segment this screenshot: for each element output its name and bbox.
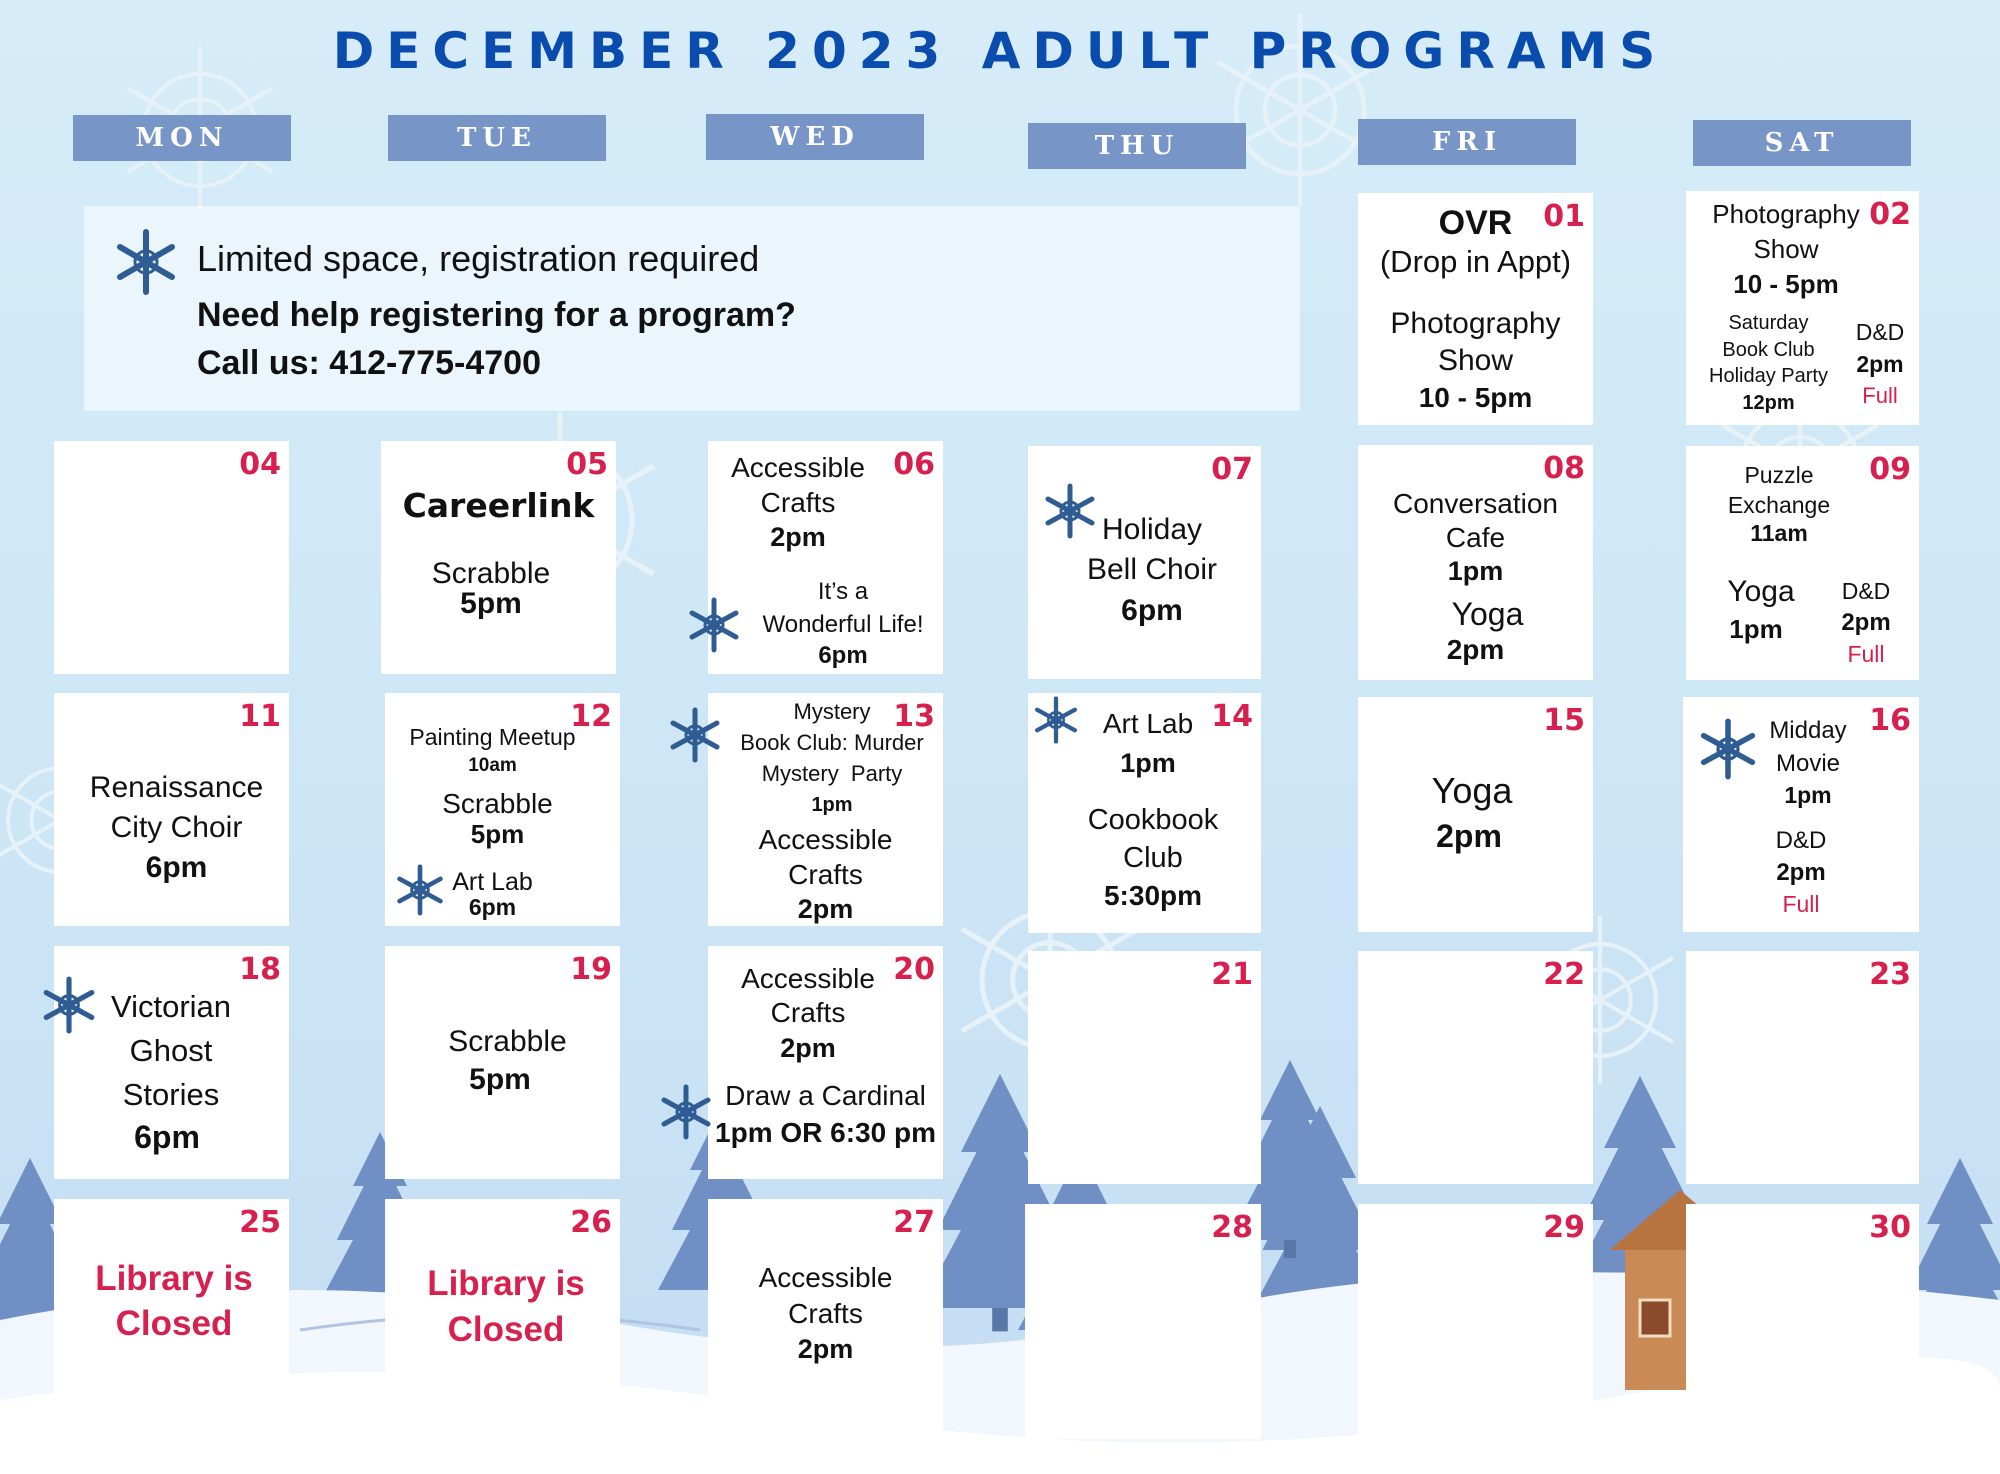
day-cell-29	[1358, 1204, 1593, 1439]
snowflake-icon	[1042, 483, 1098, 539]
event-title: Holiday	[1101, 513, 1203, 546]
event-title: Scrabble	[448, 1025, 567, 1058]
day-header-thu: THU	[1028, 123, 1246, 169]
event-title: Crafts	[760, 487, 836, 518]
event-title: Victorian	[110, 989, 232, 1024]
day-cell-21	[1028, 951, 1261, 1184]
event-title: D&D	[1775, 827, 1827, 854]
closed-notice: Closed	[115, 1304, 233, 1343]
event-title: Mystery Party	[761, 761, 903, 786]
snowflake-icon	[1697, 718, 1759, 780]
date-number: 19	[570, 952, 612, 987]
day-cell-11	[54, 693, 289, 926]
event-title: Photography	[1712, 199, 1860, 229]
event-time: 2pm	[1436, 818, 1502, 854]
event-time: 12pm	[1742, 392, 1795, 414]
event-title: Puzzle	[1744, 462, 1814, 488]
day-cell-02	[1686, 191, 1919, 425]
day-cell-09	[1686, 446, 1919, 680]
day-cell-05	[381, 441, 616, 674]
date-number: 21	[1211, 957, 1253, 992]
event-time: 5pm	[469, 1063, 531, 1096]
day-cell-20	[708, 946, 943, 1179]
event-title: Yoga	[1431, 770, 1513, 811]
date-number: 15	[1543, 703, 1585, 738]
event-title: Book Club: Murder	[740, 730, 924, 755]
event-title: Cafe	[1445, 522, 1506, 553]
date-number: 05	[566, 447, 608, 482]
day-header-fri: FRI	[1358, 119, 1576, 165]
event-time: 6pm	[145, 851, 208, 884]
event-title: Ghost	[129, 1033, 213, 1068]
event-ovr-subtitle: (Drop in Appt)	[1379, 244, 1572, 279]
date-number: 06	[893, 447, 935, 482]
event-time: 2pm	[1776, 859, 1826, 886]
date-number: 12	[570, 699, 612, 734]
event-title: Exchange	[1727, 492, 1831, 518]
event-title: Crafts	[788, 859, 863, 890]
event-title: Movie	[1775, 750, 1841, 777]
event-title: It’s a	[817, 578, 869, 605]
notice-help-question: Need help registering for a program?	[197, 296, 796, 334]
day-cell-22	[1358, 951, 1593, 1184]
registration-notice	[84, 206, 1300, 411]
event-time: 1pm	[1447, 556, 1504, 586]
event-title: Renaissance	[89, 771, 264, 804]
event-title: Yoga	[1451, 596, 1524, 632]
event-time: 10am	[468, 755, 517, 776]
event-title: Holiday Party	[1709, 365, 1828, 387]
date-number: 27	[893, 1205, 935, 1240]
full-status: Full	[1782, 891, 1820, 917]
event-time: 6pm	[1121, 594, 1183, 627]
event-title: Accessible	[741, 963, 875, 994]
closed-notice: Library is	[95, 1259, 253, 1298]
day-cell-06	[708, 441, 943, 674]
date-number: 29	[1543, 1210, 1585, 1245]
event-title: Saturday	[1728, 312, 1809, 334]
event-time: 5:30pm	[1103, 880, 1203, 911]
day-header-tue: TUE	[388, 115, 606, 161]
day-cell-08	[1358, 445, 1593, 680]
event-title: Draw a Cardinal	[725, 1080, 926, 1111]
event-time: 2pm	[1446, 634, 1505, 665]
event-title: Yoga	[1727, 575, 1795, 608]
event-title: Club	[1123, 842, 1183, 874]
day-cell-27	[708, 1199, 943, 1432]
event-title: Show	[1437, 344, 1514, 377]
event-time: 10 - 5pm	[1418, 382, 1533, 413]
full-status: Full	[1847, 641, 1885, 667]
date-number: 30	[1869, 1210, 1911, 1245]
notice-limited-space: Limited space, registration required	[197, 238, 760, 279]
event-time: 2pm	[780, 1033, 836, 1063]
event-time: 2pm	[797, 894, 854, 924]
day-cell-15	[1358, 697, 1593, 932]
event-title: Accessible	[731, 452, 865, 483]
event-time: 6pm	[468, 894, 517, 920]
event-title: Scrabble	[442, 788, 553, 819]
snowflake-icon	[667, 707, 723, 763]
date-number: 01	[1543, 199, 1585, 234]
event-title: D&D	[1855, 319, 1905, 345]
snowflake-icon	[1032, 696, 1080, 744]
event-time: 11am	[1750, 520, 1808, 546]
date-number: 08	[1543, 451, 1585, 486]
date-number: 09	[1869, 452, 1911, 487]
event-time: 5pm	[470, 819, 525, 849]
day-cell-13	[708, 693, 943, 926]
event-title: Bell Choir	[1086, 553, 1218, 586]
event-time: 1pm	[1120, 748, 1176, 778]
snowflake-icon	[686, 597, 742, 653]
event-time: 10 - 5pm	[1733, 269, 1839, 299]
event-title: Accessible	[758, 1262, 893, 1293]
event-time: 1pm OR 6:30 pm	[715, 1117, 936, 1148]
day-cell-23	[1686, 951, 1919, 1184]
date-number: 14	[1211, 699, 1253, 734]
event-time: 6pm	[818, 642, 868, 669]
event-title: Stories	[122, 1077, 220, 1112]
event-time: 2pm	[1856, 351, 1904, 377]
event-time: 1pm	[1784, 782, 1832, 808]
date-number: 18	[239, 952, 281, 987]
event-title: Photography	[1390, 307, 1561, 340]
event-ovr: OVR	[1438, 204, 1513, 242]
event-title: Crafts	[770, 997, 846, 1028]
snowflake-icon	[658, 1084, 714, 1140]
date-number: 22	[1543, 957, 1585, 992]
closed-notice: Closed	[447, 1310, 565, 1349]
date-number: 13	[893, 699, 935, 734]
day-cell-01	[1358, 193, 1593, 425]
event-title: Cookbook	[1087, 804, 1219, 836]
event-title: Art Lab	[452, 868, 533, 896]
full-status: Full	[1862, 383, 1898, 408]
day-cell-30	[1686, 1204, 1919, 1439]
date-number: 16	[1869, 703, 1911, 738]
event-time: 5pm	[460, 587, 522, 620]
event-time: 6pm	[134, 1119, 200, 1155]
event-title: Conversation	[1393, 488, 1558, 519]
date-number: 07	[1211, 452, 1253, 487]
closed-notice: Library is	[427, 1264, 585, 1303]
date-number: 28	[1211, 1210, 1253, 1245]
event-title: Art Lab	[1102, 708, 1194, 739]
date-number: 04	[239, 447, 281, 482]
snowflake-icon	[394, 864, 446, 916]
event-careerlink: Careerlink	[402, 486, 595, 525]
date-number: 23	[1869, 957, 1911, 992]
day-cell-07	[1028, 446, 1261, 679]
date-number: 11	[239, 699, 281, 734]
event-time: 2pm	[797, 1334, 854, 1364]
snowflake-icon	[112, 228, 180, 296]
snowflake-icon	[40, 976, 98, 1034]
day-cell-25	[54, 1199, 289, 1432]
notice-phone: Call us: 412-775-4700	[197, 344, 541, 382]
event-title: Crafts	[788, 1298, 863, 1329]
date-number: 02	[1869, 197, 1911, 232]
date-number: 20	[893, 952, 935, 987]
event-title: Scrabble	[431, 557, 551, 590]
event-title: Painting Meetup	[409, 724, 576, 750]
day-cell-19	[385, 946, 620, 1179]
event-title: Mystery	[793, 699, 871, 724]
event-title: Midday	[1769, 717, 1847, 744]
event-time: 1pm	[1729, 614, 1783, 644]
day-cell-04	[54, 441, 289, 674]
day-cell-26	[385, 1199, 620, 1432]
page-title: DECEMBER 2023 ADULT PROGRAMS	[332, 22, 1668, 80]
event-title: Wonderful Life!	[762, 611, 924, 638]
date-number: 25	[239, 1205, 281, 1240]
event-title: City Choir	[110, 811, 243, 844]
day-header-wed: WED	[706, 114, 924, 160]
event-title: D&D	[1841, 578, 1891, 604]
event-time: 1pm	[811, 794, 853, 816]
event-time: 2pm	[770, 522, 826, 552]
day-header-sat: SAT	[1693, 120, 1911, 166]
event-time: 2pm	[1841, 609, 1891, 636]
date-number: 26	[570, 1205, 612, 1240]
event-title: Accessible	[758, 824, 893, 855]
event-title: Book Club	[1722, 339, 1815, 361]
day-header-mon: MON	[73, 115, 291, 161]
event-title: Show	[1753, 234, 1819, 264]
day-cell-28	[1025, 1204, 1261, 1439]
